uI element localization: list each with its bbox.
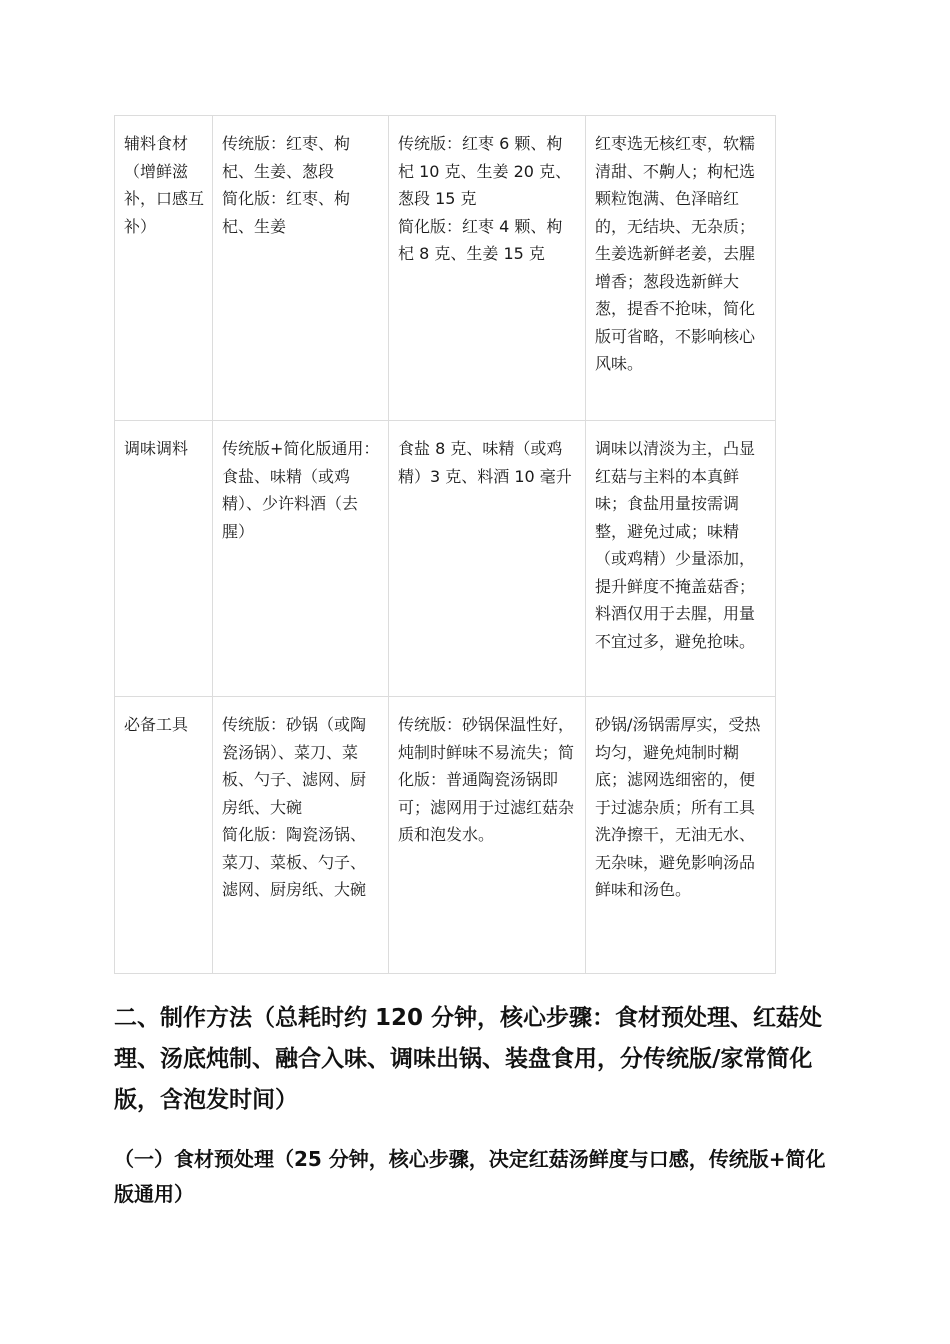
types-cell — [213, 116, 389, 421]
table-row — [115, 697, 776, 974]
cell-text: 传统版：砂锅保温性好，炖制时鲜味不易流失；简化版：普通陶瓷汤锅即可；滤网用于过滤红菇杂质和泡发水。 — [398, 715, 575, 844]
cell-text: 简化版：陶瓷汤锅、菜刀、菜板、勺子、滤网、厨房纸、大碗 — [222, 825, 367, 899]
cell-text: 传统版：红枣、枸杞、生姜、葱段 — [222, 134, 351, 181]
table-row — [115, 116, 776, 421]
cell-text: 传统版：砂锅（或陶瓷汤锅）、菜刀、菜板、勺子、滤网、厨房纸、大碗 — [222, 715, 367, 817]
amounts-cell — [389, 421, 586, 697]
amounts-cell — [389, 697, 586, 974]
types-cell — [213, 421, 389, 697]
category-cell — [115, 116, 213, 421]
notes-cell — [586, 421, 776, 697]
notes-cell — [586, 116, 776, 421]
cell-text: 调味调料 — [124, 439, 189, 458]
notes-cell — [586, 697, 776, 974]
category-cell — [115, 697, 213, 974]
cell-text: 传统版：红枣 6 颗、枸杞 10 克、生姜 20 克、葱段 15 克 — [398, 134, 572, 208]
section-heading: 二、制作方法（总耗时约 120 分钟，核心步骤：食材预处理、红菇处理、汤底炖制、融合入味、调味出锅、装盘食用，分传统版/家常简化版，含泡发时间） — [114, 1005, 823, 1113]
cell-text: 调味以清淡为主，凸显红菇与主料的本真鲜味；食盐用量按需调整，避免过咸；味精（或鸡精）少量添加，提升鲜度不掩盖菇香；料酒仅用于去腥，用量不宜过多，避免抢味。 — [595, 439, 756, 651]
ingredients-table — [114, 115, 776, 974]
cell-text: 红枣选无核红枣，软糯清甜、不齁人；枸杞选颗粒饱满、色泽暗红的，无结块、无杂质；生姜选新鲜老姜，去腥增香；葱段选新鲜大葱，提香不抢味，简化版可省略，不影响核心风味。 — [595, 134, 756, 373]
amounts-cell — [389, 116, 586, 421]
cell-text: 砂锅/汤锅需厚实，受热均匀，避免炖制时糊底；滤网选细密的，便于过滤杂质；所有工具洗净擦干，无油无水、无杂味，避免影响汤品鲜味和汤色。 — [595, 715, 761, 899]
table-row — [115, 421, 776, 697]
cell-text: 传统版+简化版通用：食盐、味精（或鸡精）、少许料酒（去腥） — [222, 439, 380, 541]
cell-text: 必备工具 — [124, 715, 189, 734]
types-cell — [213, 697, 389, 974]
cell-text: （增鲜滋补，口感互补） — [124, 161, 205, 236]
cell-text: 食盐 8 克、味精（或鸡精）3 克、料酒 10 毫升 — [398, 439, 572, 486]
cell-text: 简化版：红枣 4 颗、枸杞 8 克、生姜 15 克 — [398, 216, 563, 263]
subsection-heading: （一）食材预处理（25 分钟，核心步骤，决定红菇汤鲜度与口感，传统版+简化版通用） — [114, 1147, 826, 1206]
cell-text: 辅料食材 — [124, 134, 189, 153]
cell-text: 简化版：红枣、枸杞、生姜 — [222, 189, 351, 236]
category-cell — [115, 421, 213, 697]
